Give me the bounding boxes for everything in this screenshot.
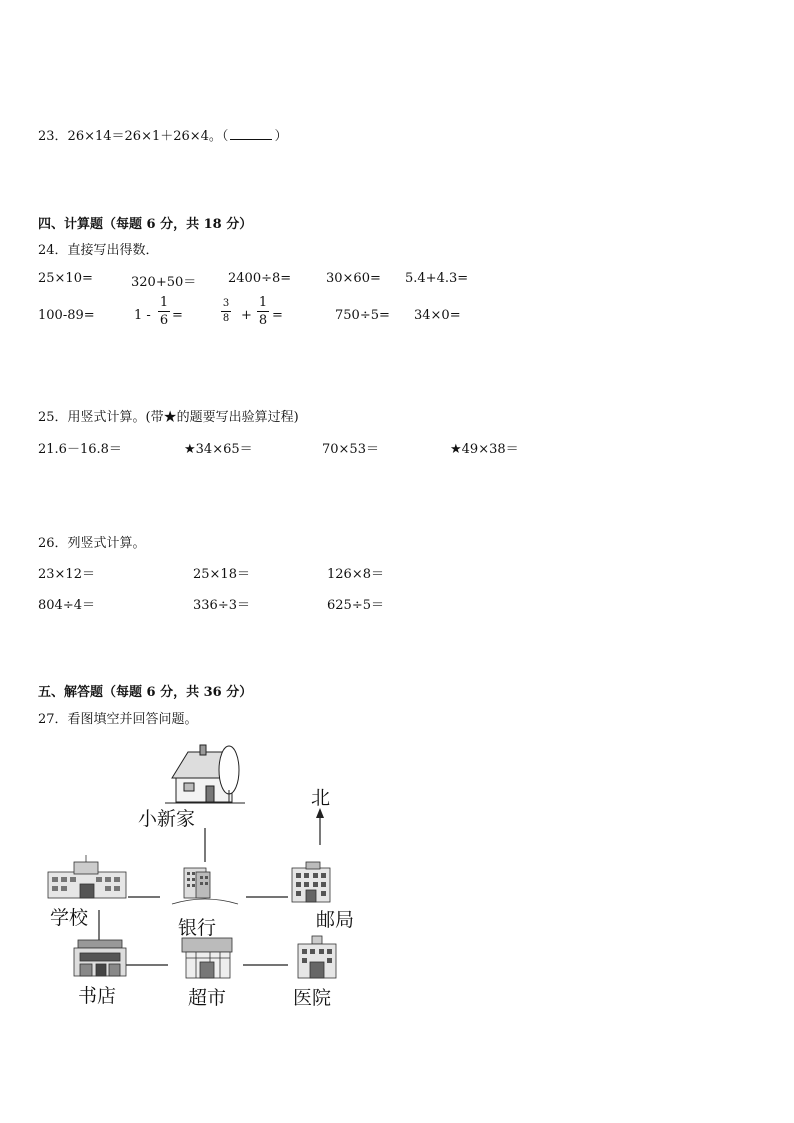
question-25-prompt: 25．用竖式计算。(带★的题要写出验算过程): [38, 410, 299, 425]
hospital-icon: [298, 936, 336, 978]
q24-item: 320+50＝: [131, 275, 197, 290]
q26-item: 625÷5＝: [327, 598, 384, 613]
q26-item: 126×8＝: [327, 567, 384, 582]
section-title-4: 四、计算题（每题 6 分，共 18 分）: [38, 217, 253, 232]
fraction-denominator: 8: [222, 313, 230, 324]
north-arrow-icon: [316, 808, 324, 845]
house-icon: [165, 745, 245, 803]
q24-item: 34×0=: [414, 308, 461, 323]
post-office-icon: [292, 862, 330, 902]
supermarket-icon: [182, 938, 232, 978]
q25-item: 70×53＝: [322, 442, 379, 457]
home-label: 小新家: [138, 808, 196, 830]
q26-item: 804÷4＝: [38, 598, 95, 613]
question-text: 26×14＝26×1＋26×4。（: [67, 129, 229, 144]
bookstore-label: 书店: [78, 985, 117, 1007]
question-27-prompt: 27．看图填空并回答问题。: [38, 712, 198, 727]
school-label: 学校: [50, 907, 89, 929]
post-office-label: 邮局: [316, 909, 355, 931]
fraction-denominator: 8: [258, 313, 268, 328]
q24-item: 750÷5=: [335, 308, 390, 323]
q24-item-prefix: 1 -: [134, 308, 151, 323]
fraction-denominator: 6: [159, 313, 169, 328]
question-24-prompt: 24．直接写出得数．: [38, 243, 159, 258]
q25-item: ★49×38＝: [450, 442, 519, 457]
question-26-prompt: 26．列竖式计算。: [38, 536, 146, 551]
north-label: 北: [311, 787, 331, 809]
q24-item: 2400÷8=: [228, 271, 292, 286]
equals-sign: =: [272, 308, 283, 323]
fraction-numerator: 1: [159, 295, 169, 310]
equals-sign: =: [172, 308, 183, 323]
q24-item: 25×10=: [38, 271, 93, 286]
fraction-numerator: 1: [258, 295, 268, 310]
fraction-numerator: 3: [222, 298, 230, 309]
q25-item: ★34×65＝: [184, 442, 253, 457]
q26-item: 23×12＝: [38, 567, 95, 582]
supermarket-label: 超市: [188, 987, 227, 1009]
bookstore-icon: [74, 940, 126, 976]
q24-item: 100-89=: [38, 308, 95, 323]
q25-item: 21.6－16.8＝: [38, 442, 122, 457]
school-icon: [48, 855, 126, 898]
q24-item: 30×60=: [326, 271, 381, 286]
bank-icon: [172, 868, 238, 904]
q26-item: 336÷3＝: [193, 598, 250, 613]
question-close: ）: [274, 129, 288, 144]
plus-sign: +: [241, 308, 252, 323]
bank-label: 银行: [178, 917, 217, 939]
q26-item: 25×18＝: [193, 567, 250, 582]
question-number: 23．: [38, 129, 68, 144]
hospital-label: 医院: [293, 987, 332, 1009]
section-title-5: 五、解答题（每题 6 分，共 36 分）: [38, 685, 253, 700]
q24-item: 5.4+4.3=: [405, 271, 469, 286]
